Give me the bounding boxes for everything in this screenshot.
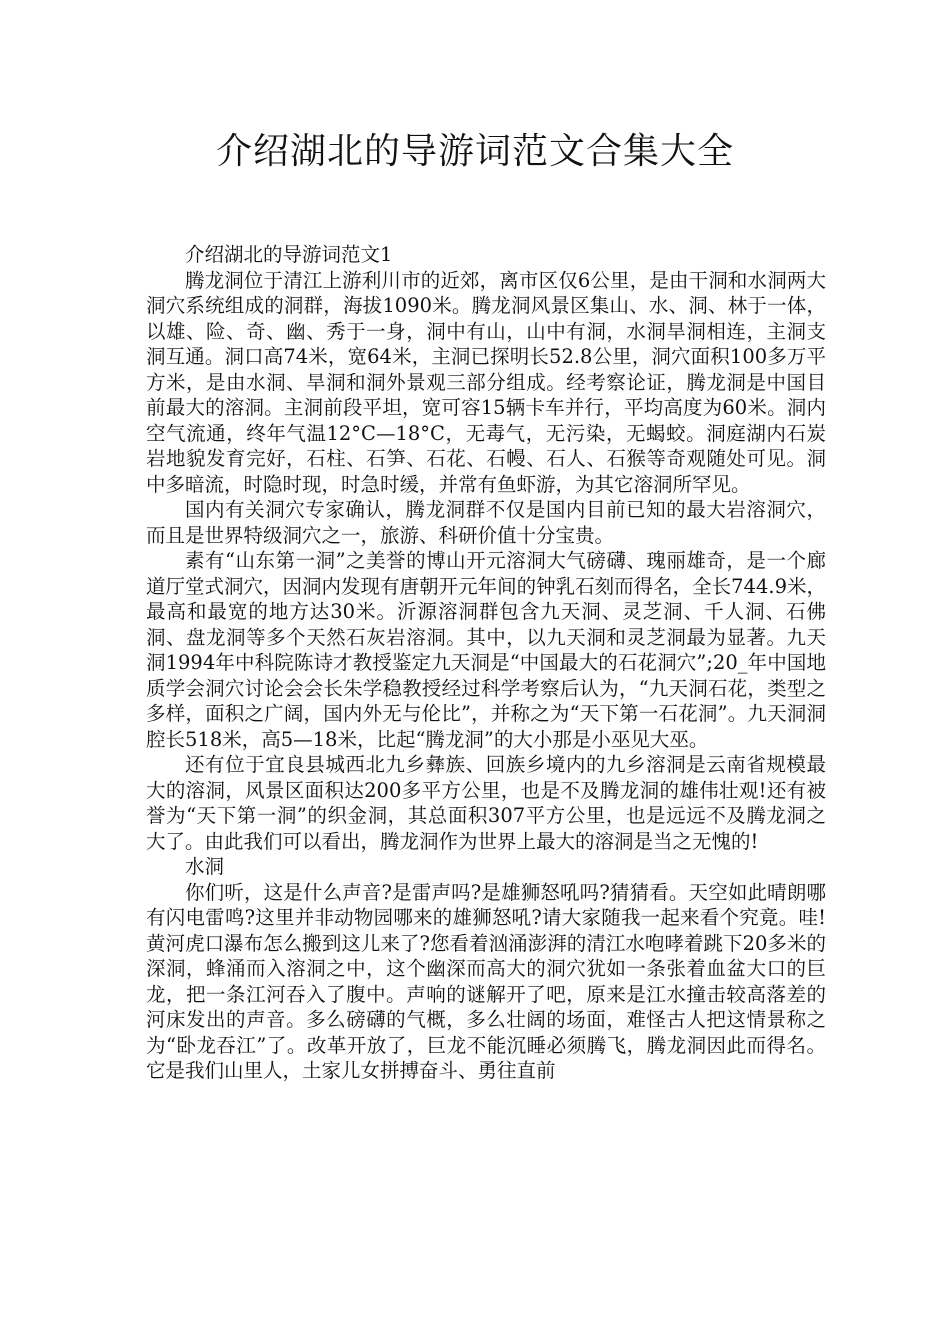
document-title: 介绍湖北的导游词范文合集大全 xyxy=(215,131,734,172)
paragraph: 腾龙洞位于清江上游利川市的近郊，离市区仅6公里，是由干洞和水洞两大洞穴系统组成的洞群，海拔1090米。腾龙洞风景区集山、水、洞、林于一体，以雄、险、奇、幽、秀于一身，洞中有山，山中有洞，水洞旱洞相连，主洞支洞互通。洞口高74米，宽64米，主洞已探明长52.8公里，洞穴面积100多万平方米，是由水洞、旱洞和洞外景观三部分组成。经考察论证，腾龙洞是中国目前最大的溶洞。主洞前段平坦，宽可容15辆卡车并行，平均高度为60米。洞内空气流通，终年气温12°C—18°C，无毒气，无污染，无蝎蛟。洞庭湖内石炭岩地貌发育完好，石柱、石笋、石花、石幔、石人、石猴等奇观随处可见。洞中多暗流，时隐时现，时急时缓，并常有鱼虾游，为其它溶洞所罕见。 xyxy=(146,268,826,496)
paragraph: 你们听，这是什么声音?是雷声吗?是雄狮怒吼吗?猜猜看。天空如此晴朗哪有闪电雷鸣?这里并非动物园哪来的雄狮怒吼?请大家随我一起来看个究竟。哇!黄河虎口瀑布怎么搬到这儿来了?您看着汹涌澎湃的清江水咆哮着跳下20多米的深洞，蜂涌而入溶洞之中，这个幽深而高大的洞穴犹如一条张着血盆大口的巨龙，把一条江河吞入了腹中。声响的谜解开了吧，原来是江水撞击较高落差的河床发出的声音。多么磅礴的气概，多么壮阔的场面，难怪古人把这情景称之为“卧龙吞江”了。改革开放了，巨龙不能沉睡必须腾飞，腾龙洞因此而得名。它是我们山里人，土家儿女拼搏奋斗、勇往直前 xyxy=(146,880,826,1082)
document-body xyxy=(146,242,826,1084)
paragraph: 素有“山东第一洞”之美誉的博山开元溶洞大气磅礴、瑰丽雄奇，是一个廊道厅堂式洞穴，因洞内发现有唐朝开元年间的钟乳石刻而得名，全长744.9米，最高和最宽的地方达30米。沂源溶洞群包含九天洞、灵芝洞、千人洞、石佛洞、盘龙洞等多个天然石灰岩溶洞。其中，以九天洞和灵芝洞最为显著。九天洞1994年中科院陈诗才教授鉴定九天洞是“中国最大的石花洞穴”;20_年中国地质学会洞穴讨论会会长朱学稳教授经过科学考察后认为，“九天洞石花，类型之多样，面积之广阔，国内外无与伦比”，并称之为“天下第一石花洞”。九天洞洞腔长518米，高5—18米，比起“腾龙洞”的大小那是小巫见大巫。 xyxy=(146,549,826,751)
paragraph: 还有位于宜良县城西北九乡彝族、回族乡境内的九乡溶洞是云南省规模最大的溶洞，风景区面积达200多平方公里，也是不及腾龙洞的雄伟壮观!还有被誉为“天下第一洞”的织金洞，其总面积307平方公里，也是远远不及腾龙洞之大了。由此我们可以看出，腾龙洞作为世界上最大的溶洞是当之无愧的! xyxy=(146,753,826,853)
subsection-heading: 水洞 xyxy=(185,855,225,878)
section-heading: 介绍湖北的导游词范文1 xyxy=(185,243,393,266)
paragraph: 国内有关洞穴专家确认，腾龙洞群不仅是国内目前已知的最大岩溶洞穴，而且是世界特级洞穴之一，旅游、科研价值十分宝贵。 xyxy=(146,498,826,547)
